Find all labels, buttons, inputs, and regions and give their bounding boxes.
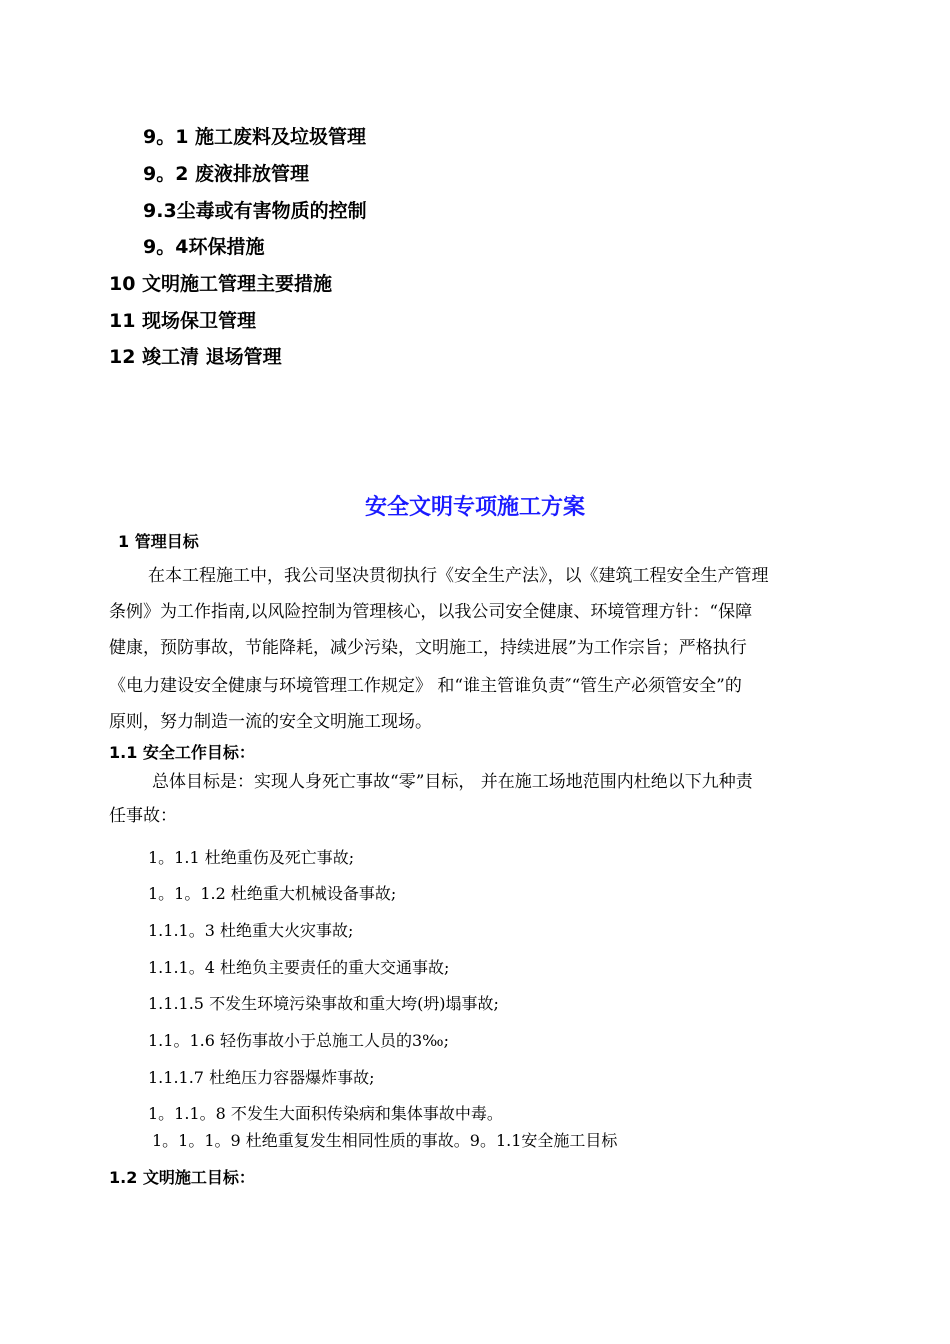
toc-item-9-3: 9.3尘毒或有害物质的控制 bbox=[143, 200, 367, 222]
goal-item: 1.1。1.6 轻伤事故小于总施工人员的3‰; bbox=[148, 1031, 450, 1050]
section-1-paragraph-line: 健康，预防事故，节能降耗，减少污染，文明施工，持续进展”为工作宗旨；严格执行 bbox=[109, 638, 747, 658]
toc-item-9-2: 9。2 废液排放管理 bbox=[143, 163, 310, 185]
section-1-paragraph-line: 原则，努力制造一流的安全文明施工现场。 bbox=[109, 712, 432, 732]
goal-item: 1。1.1 杜绝重伤及死亡事故; bbox=[148, 848, 355, 867]
toc-item-12: 12 竣工清 退场管理 bbox=[109, 346, 282, 368]
section-1-1-heading: 1.1 安全工作目标： bbox=[109, 743, 255, 762]
goal-item: 1。1。1.2 杜绝重大机械设备事故; bbox=[148, 884, 397, 903]
section-1-1-intro-line: 任事故： bbox=[109, 806, 177, 826]
toc-item-9-1: 9。1 施工废料及垃圾管理 bbox=[143, 126, 367, 148]
goal-item: 1。1。1。9 杜绝重复发生相同性质的事故。9。1.1安全施工目标 bbox=[152, 1131, 618, 1150]
goal-item: 1.1.1.5 不发生环境污染事故和重大垮(坍)塌事故; bbox=[148, 994, 499, 1013]
goal-item: 1.1.1。3 杜绝重大火灾事故; bbox=[148, 921, 354, 940]
section-1-paragraph-line: 条例》为工作指南,以风险控制为管理核心，以我公司安全健康、环境管理方针：“保障 bbox=[109, 602, 753, 622]
goal-item: 1。1.1。8 不发生大面积传染病和集体事故中毒。 bbox=[148, 1104, 503, 1123]
section-1-paragraph-line: 《电力建设安全健康与环境管理工作规定》 和“谁主管谁负责″“管生产必须管安全”的 bbox=[109, 676, 742, 696]
section-1-2-heading: 1.2 文明施工目标： bbox=[109, 1168, 255, 1187]
toc-item-11: 11 现场保卫管理 bbox=[109, 310, 257, 332]
section-1-heading: 1 管理目标 bbox=[118, 532, 199, 551]
section-1-1-intro-line: 总体目标是：实现人身死亡事故“零”目标， 并在施工场地范围内杜绝以下九种责 bbox=[152, 772, 753, 792]
document-title: 安全文明专项施工方案 bbox=[364, 495, 585, 520]
goal-item: 1.1.1。4 杜绝负主要责任的重大交通事故; bbox=[148, 958, 450, 977]
goal-item: 1.1.1.7 杜绝压力容器爆炸事故; bbox=[148, 1068, 375, 1087]
section-1-paragraph-line: 在本工程施工中，我公司坚决贯彻执行《安全生产法》，以《建筑工程安全生产管理 bbox=[148, 566, 769, 586]
toc-item-10: 10 文明施工管理主要措施 bbox=[109, 273, 333, 295]
toc-item-9-4: 9。4环保措施 bbox=[143, 236, 265, 258]
